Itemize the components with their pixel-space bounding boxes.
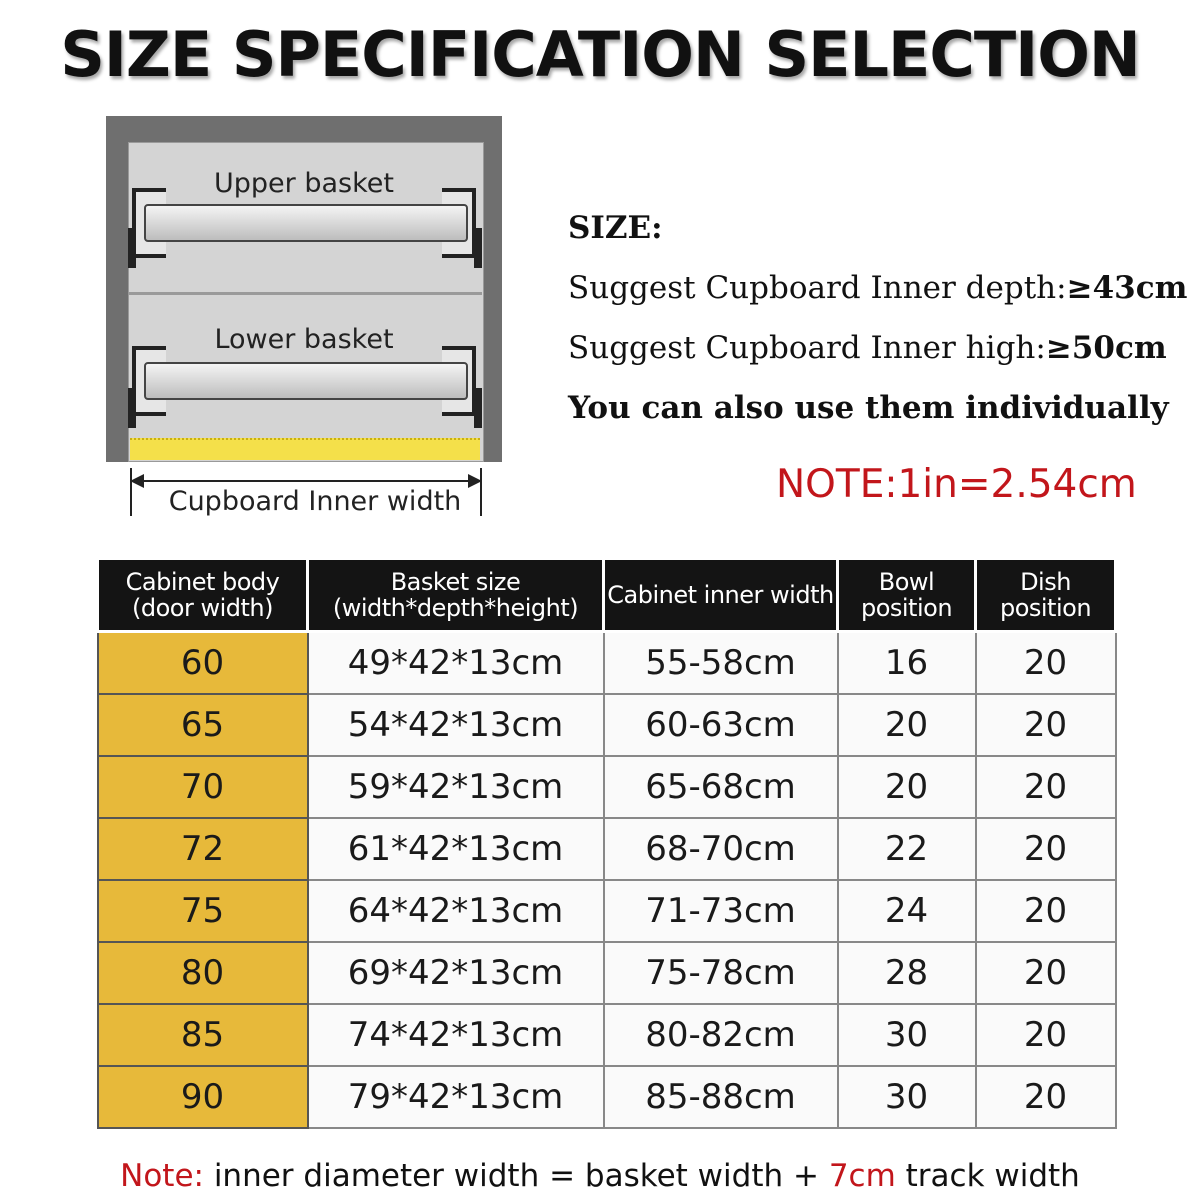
basket-size-cell: 64*42*13cm [308, 880, 604, 942]
dish-position-cell: 20 [976, 1066, 1116, 1128]
basket-size-cell: 49*42*13cm [308, 632, 604, 695]
table-row [98, 632, 1116, 695]
size-heading: SIZE: [568, 210, 663, 246]
cupboard-width-label: Cupboard Inner width [168, 486, 462, 517]
note-label: Note: [120, 1158, 204, 1194]
door-width-cell: 70 [98, 756, 308, 818]
upper-right-post [474, 228, 482, 268]
basket-size-cell: 74*42*13cm [308, 1004, 604, 1066]
basket-size-cell: 54*42*13cm [308, 694, 604, 756]
depth-text: Suggest Cupboard Inner depth: [568, 270, 1067, 306]
header-basket-size: Basket size (width*depth*height) [308, 559, 604, 632]
dish-position-cell: 20 [976, 756, 1116, 818]
bowl-position-cell: 30 [838, 1066, 976, 1128]
individual-use-note: You can also use them individually [568, 390, 1169, 426]
upper-basket-rail [144, 204, 468, 242]
table-row [98, 818, 1116, 880]
dish-position-cell: 20 [976, 632, 1116, 695]
track-allowance-value: 7cm [828, 1158, 896, 1194]
inner-width-cell: 65-68cm [604, 756, 838, 818]
dish-position-cell: 20 [976, 694, 1116, 756]
table-row [98, 1004, 1116, 1066]
shelf-divider [128, 292, 482, 295]
dish-position-cell: 20 [976, 942, 1116, 1004]
cupboard-floor-strip [130, 438, 480, 460]
door-width-cell: 85 [98, 1004, 308, 1066]
door-width-cell: 65 [98, 694, 308, 756]
inner-width-cell: 71-73cm [604, 880, 838, 942]
upper-left-post [128, 228, 136, 268]
inner-width-cell: 60-63cm [604, 694, 838, 756]
basket-size-cell: 59*42*13cm [308, 756, 604, 818]
height-value: ≥50cm [1045, 330, 1167, 366]
door-width-cell: 90 [98, 1066, 308, 1128]
dish-position-cell: 20 [976, 1004, 1116, 1066]
header-inner-width: Cabinet inner width [604, 559, 838, 632]
track-width-note [0, 1158, 1200, 1194]
table-header-row [98, 559, 1116, 632]
table-row [98, 880, 1116, 942]
inner-width-cell: 75-78cm [604, 942, 838, 1004]
bowl-position-cell: 16 [838, 632, 976, 695]
bowl-position-cell: 20 [838, 756, 976, 818]
lower-right-post [474, 388, 482, 428]
note-text-2: track width [895, 1158, 1080, 1194]
note-text-1: inner diameter width = basket width + [203, 1158, 829, 1194]
table-row [98, 1066, 1116, 1128]
bowl-position-cell: 24 [838, 880, 976, 942]
basket-size-cell: 79*42*13cm [308, 1066, 604, 1128]
height-text: Suggest Cupboard Inner high: [568, 330, 1046, 366]
lower-basket-rail [144, 362, 468, 400]
page-title: SIZE SPECIFICATION SELECTION [60, 18, 1140, 91]
door-width-cell: 75 [98, 880, 308, 942]
table-row [98, 756, 1116, 818]
inner-width-cell: 68-70cm [604, 818, 838, 880]
inner-width-cell: 80-82cm [604, 1004, 838, 1066]
table-row [98, 942, 1116, 1004]
width-dimension-line [130, 480, 482, 482]
inner-width-cell: 85-88cm [604, 1066, 838, 1128]
table-row [98, 694, 1116, 756]
unit-conversion-note: NOTE:1in=2.54cm [776, 462, 1137, 507]
bowl-position-cell: 20 [838, 694, 976, 756]
bowl-position-cell: 28 [838, 942, 976, 1004]
depth-value: ≥43cm [1066, 270, 1188, 306]
inner-width-cell: 55-58cm [604, 632, 838, 695]
height-suggestion [568, 330, 1167, 366]
basket-size-cell: 61*42*13cm [308, 818, 604, 880]
header-dish-position: Dish position [976, 559, 1116, 632]
door-width-cell: 80 [98, 942, 308, 1004]
header-door-width: Cabinet body (door width) [98, 559, 308, 632]
door-width-cell: 60 [98, 632, 308, 695]
dish-position-cell: 20 [976, 818, 1116, 880]
bowl-position-cell: 22 [838, 818, 976, 880]
cabinet-diagram [106, 116, 504, 521]
basket-size-cell: 69*42*13cm [308, 942, 604, 1004]
dish-position-cell: 20 [976, 880, 1116, 942]
upper-basket-label: Upper basket [214, 168, 394, 199]
depth-suggestion [568, 270, 1187, 306]
header-bowl-position: Bowl position [838, 559, 976, 632]
spec-table [96, 557, 1117, 1129]
lower-basket-label: Lower basket [214, 324, 394, 355]
door-width-cell: 72 [98, 818, 308, 880]
bowl-position-cell: 30 [838, 1004, 976, 1066]
lower-left-post [128, 388, 136, 428]
